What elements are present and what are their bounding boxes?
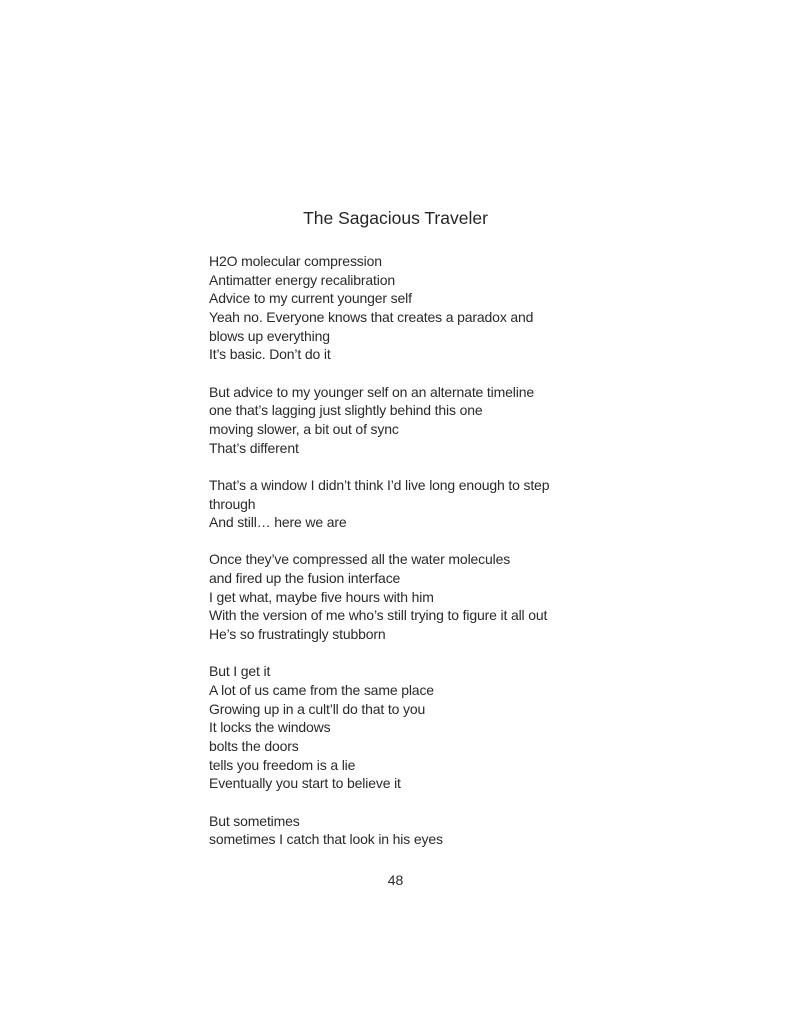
poem-line: tells you freedom is a lie <box>209 756 356 773</box>
poem-line: bolts the doors <box>209 738 299 754</box>
poem-line: Growing up in a cult’ll do that to you <box>209 700 426 717</box>
poem-line: He’s so frustratingly stubborn <box>209 626 386 643</box>
poem-line: through <box>209 495 256 512</box>
poem-line: It locks the windows <box>209 719 331 736</box>
poem-line: It’s basic. Don’t do it <box>209 346 331 363</box>
stanza <box>209 662 589 793</box>
stanza <box>209 252 589 364</box>
stanza <box>209 812 589 849</box>
poem-line: H2O molecular compression <box>209 253 382 269</box>
poem-line: That’s different <box>209 439 299 456</box>
poem-line: And still… here we are <box>209 514 347 531</box>
poem-line: But advice to my younger self on an alternate timeline <box>209 383 534 400</box>
poem-line: That’s a window I didn’t think I’d live long enough to step <box>209 476 550 493</box>
stanza <box>209 476 589 532</box>
poem-line: But I get it <box>209 663 271 680</box>
poem-line: Once they’ve compressed all the water molecules <box>209 551 511 568</box>
poem-title: The Sagacious Traveler <box>303 208 488 228</box>
page-number: 48 <box>387 872 404 888</box>
poem-line: and fired up the fusion interface <box>209 570 401 587</box>
poem-line: But sometimes <box>209 812 300 829</box>
poem-line: Yeah no. Everyone knows that creates a paradox and <box>209 308 534 325</box>
stanza <box>209 383 589 458</box>
poem-line: With the version of me who’s still trying to figure it all out <box>209 607 548 624</box>
poem-body <box>209 252 589 868</box>
poem-line: A lot of us came from the same place <box>209 682 434 699</box>
poem-line: I get what, maybe five hours with him <box>209 588 434 605</box>
stanza <box>209 550 589 643</box>
poem-line: Eventually you start to believe it <box>209 775 401 792</box>
poem-line: blows up everything <box>209 327 330 344</box>
poem-line: moving slower, a bit out of sync <box>209 420 399 437</box>
poem-line: sometimes I catch that look in his eyes <box>209 831 443 848</box>
poem-line: Advice to my current younger self <box>209 290 412 307</box>
poem-line: Antimatter energy recalibration <box>209 271 395 288</box>
poem-line: one that’s lagging just slightly behind this one <box>209 402 483 419</box>
